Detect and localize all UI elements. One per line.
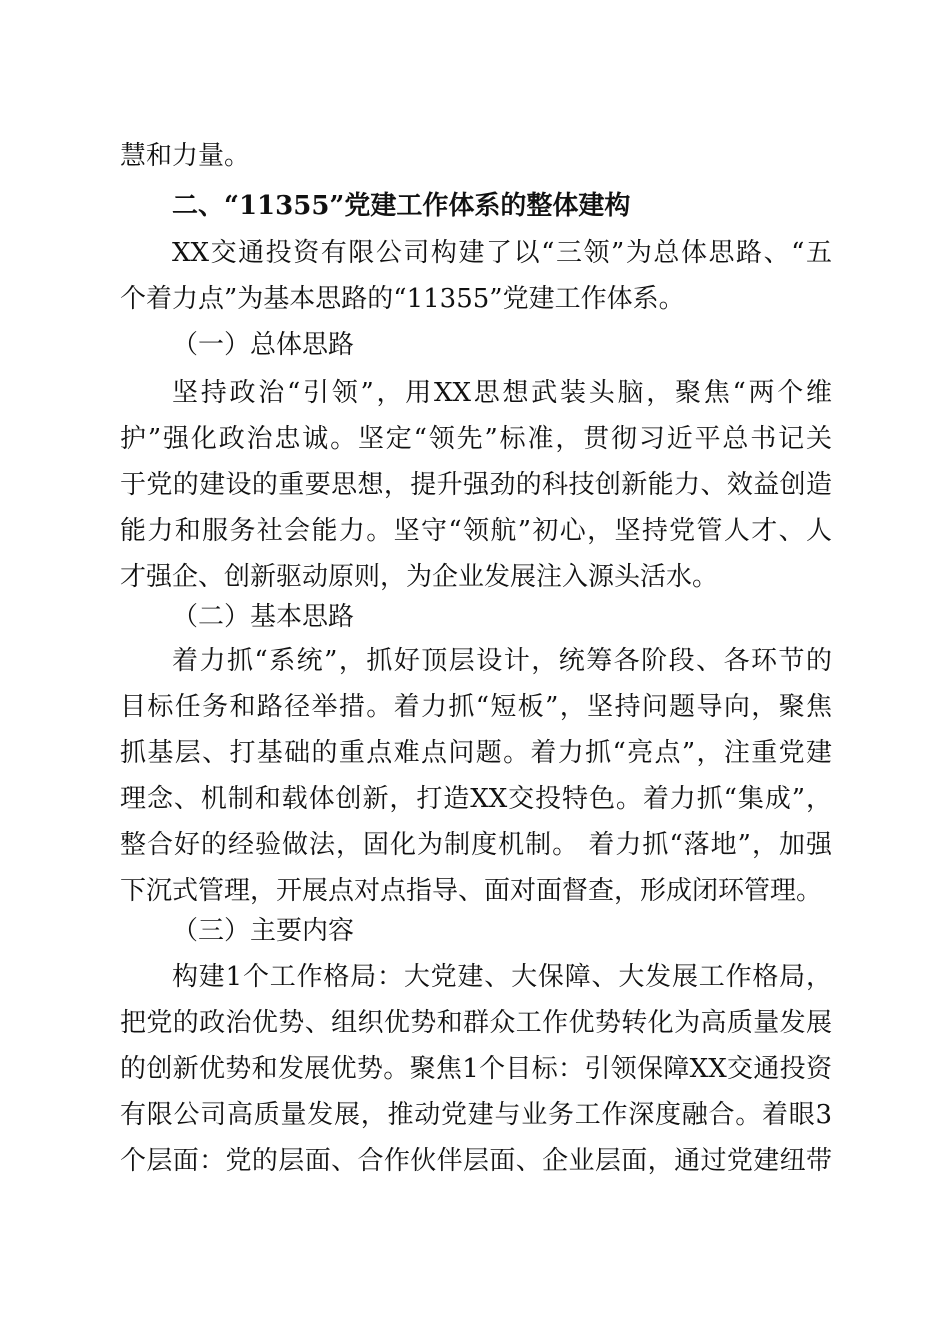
subsection-heading-3: （三）主要内容 <box>172 916 355 946</box>
subsection-heading-1: （一）总体思路 <box>172 330 355 360</box>
body-line: 个着力点”为基本思路的“11355”党建工作体系。 <box>120 284 685 314</box>
body-line: 理念、机制和载体创新，打造XX交投特色。着力抓“集成”， <box>120 784 832 814</box>
body-line: XX交通投资有限公司构建了以“三领”为总体思路、“五 <box>172 238 832 268</box>
body-line: 着力抓“系统”，抓好顶层设计，统筹各阶段、各环节的 <box>172 646 832 676</box>
body-line: 护”强化政治忠诚。坚定“领先”标准，贯彻习近平总书记关 <box>120 424 832 454</box>
body-line: 构建1个工作格局：大党建、大保障、大发展工作格局， <box>172 962 832 992</box>
body-line: 目标任务和路径举措。着力抓“短板”，坚持问题导向，聚焦 <box>120 692 832 722</box>
body-line: 于党的建设的重要思想，提升强劲的科技创新能力、效益创造 <box>120 470 832 500</box>
body-line: 才强企、创新驱动原则，为企业发展注入源头活水。 <box>120 562 719 592</box>
body-line: 个层面：党的层面、合作伙伴层面、企业层面，通过党建纽带 <box>120 1146 832 1176</box>
body-line: 能力和服务社会能力。坚守“领航”初心，坚持党管人才、人 <box>120 516 832 546</box>
section-heading: 二、“11355”党建工作体系的整体建构 <box>172 191 631 221</box>
body-line: 整合好的经验做法，固化为制度机制。 着力抓“落地”，加强 <box>120 830 832 860</box>
body-line: 把党的政治优势、组织优势和群众工作优势转化为高质量发展 <box>120 1008 832 1038</box>
body-line: 有限公司高质量发展，推动党建与业务工作深度融合。着眼3 <box>120 1100 832 1130</box>
subsection-heading-2: （二）基本思路 <box>172 602 355 632</box>
body-line: 下沉式管理，开展点对点指导、面对面督查，形成闭环管理。 <box>120 876 823 906</box>
paragraph-tail-line: 慧和力量。 <box>120 141 251 171</box>
body-line: 抓基层、打基础的重点难点问题。着力抓“亮点”，注重党建 <box>120 738 832 768</box>
body-line: 的创新优势和发展优势。聚焦1个目标：引领保障XX交通投资 <box>120 1054 832 1084</box>
body-line: 坚持政治“引领”，用XX思想武装头脑，聚焦“两个维 <box>172 378 832 408</box>
